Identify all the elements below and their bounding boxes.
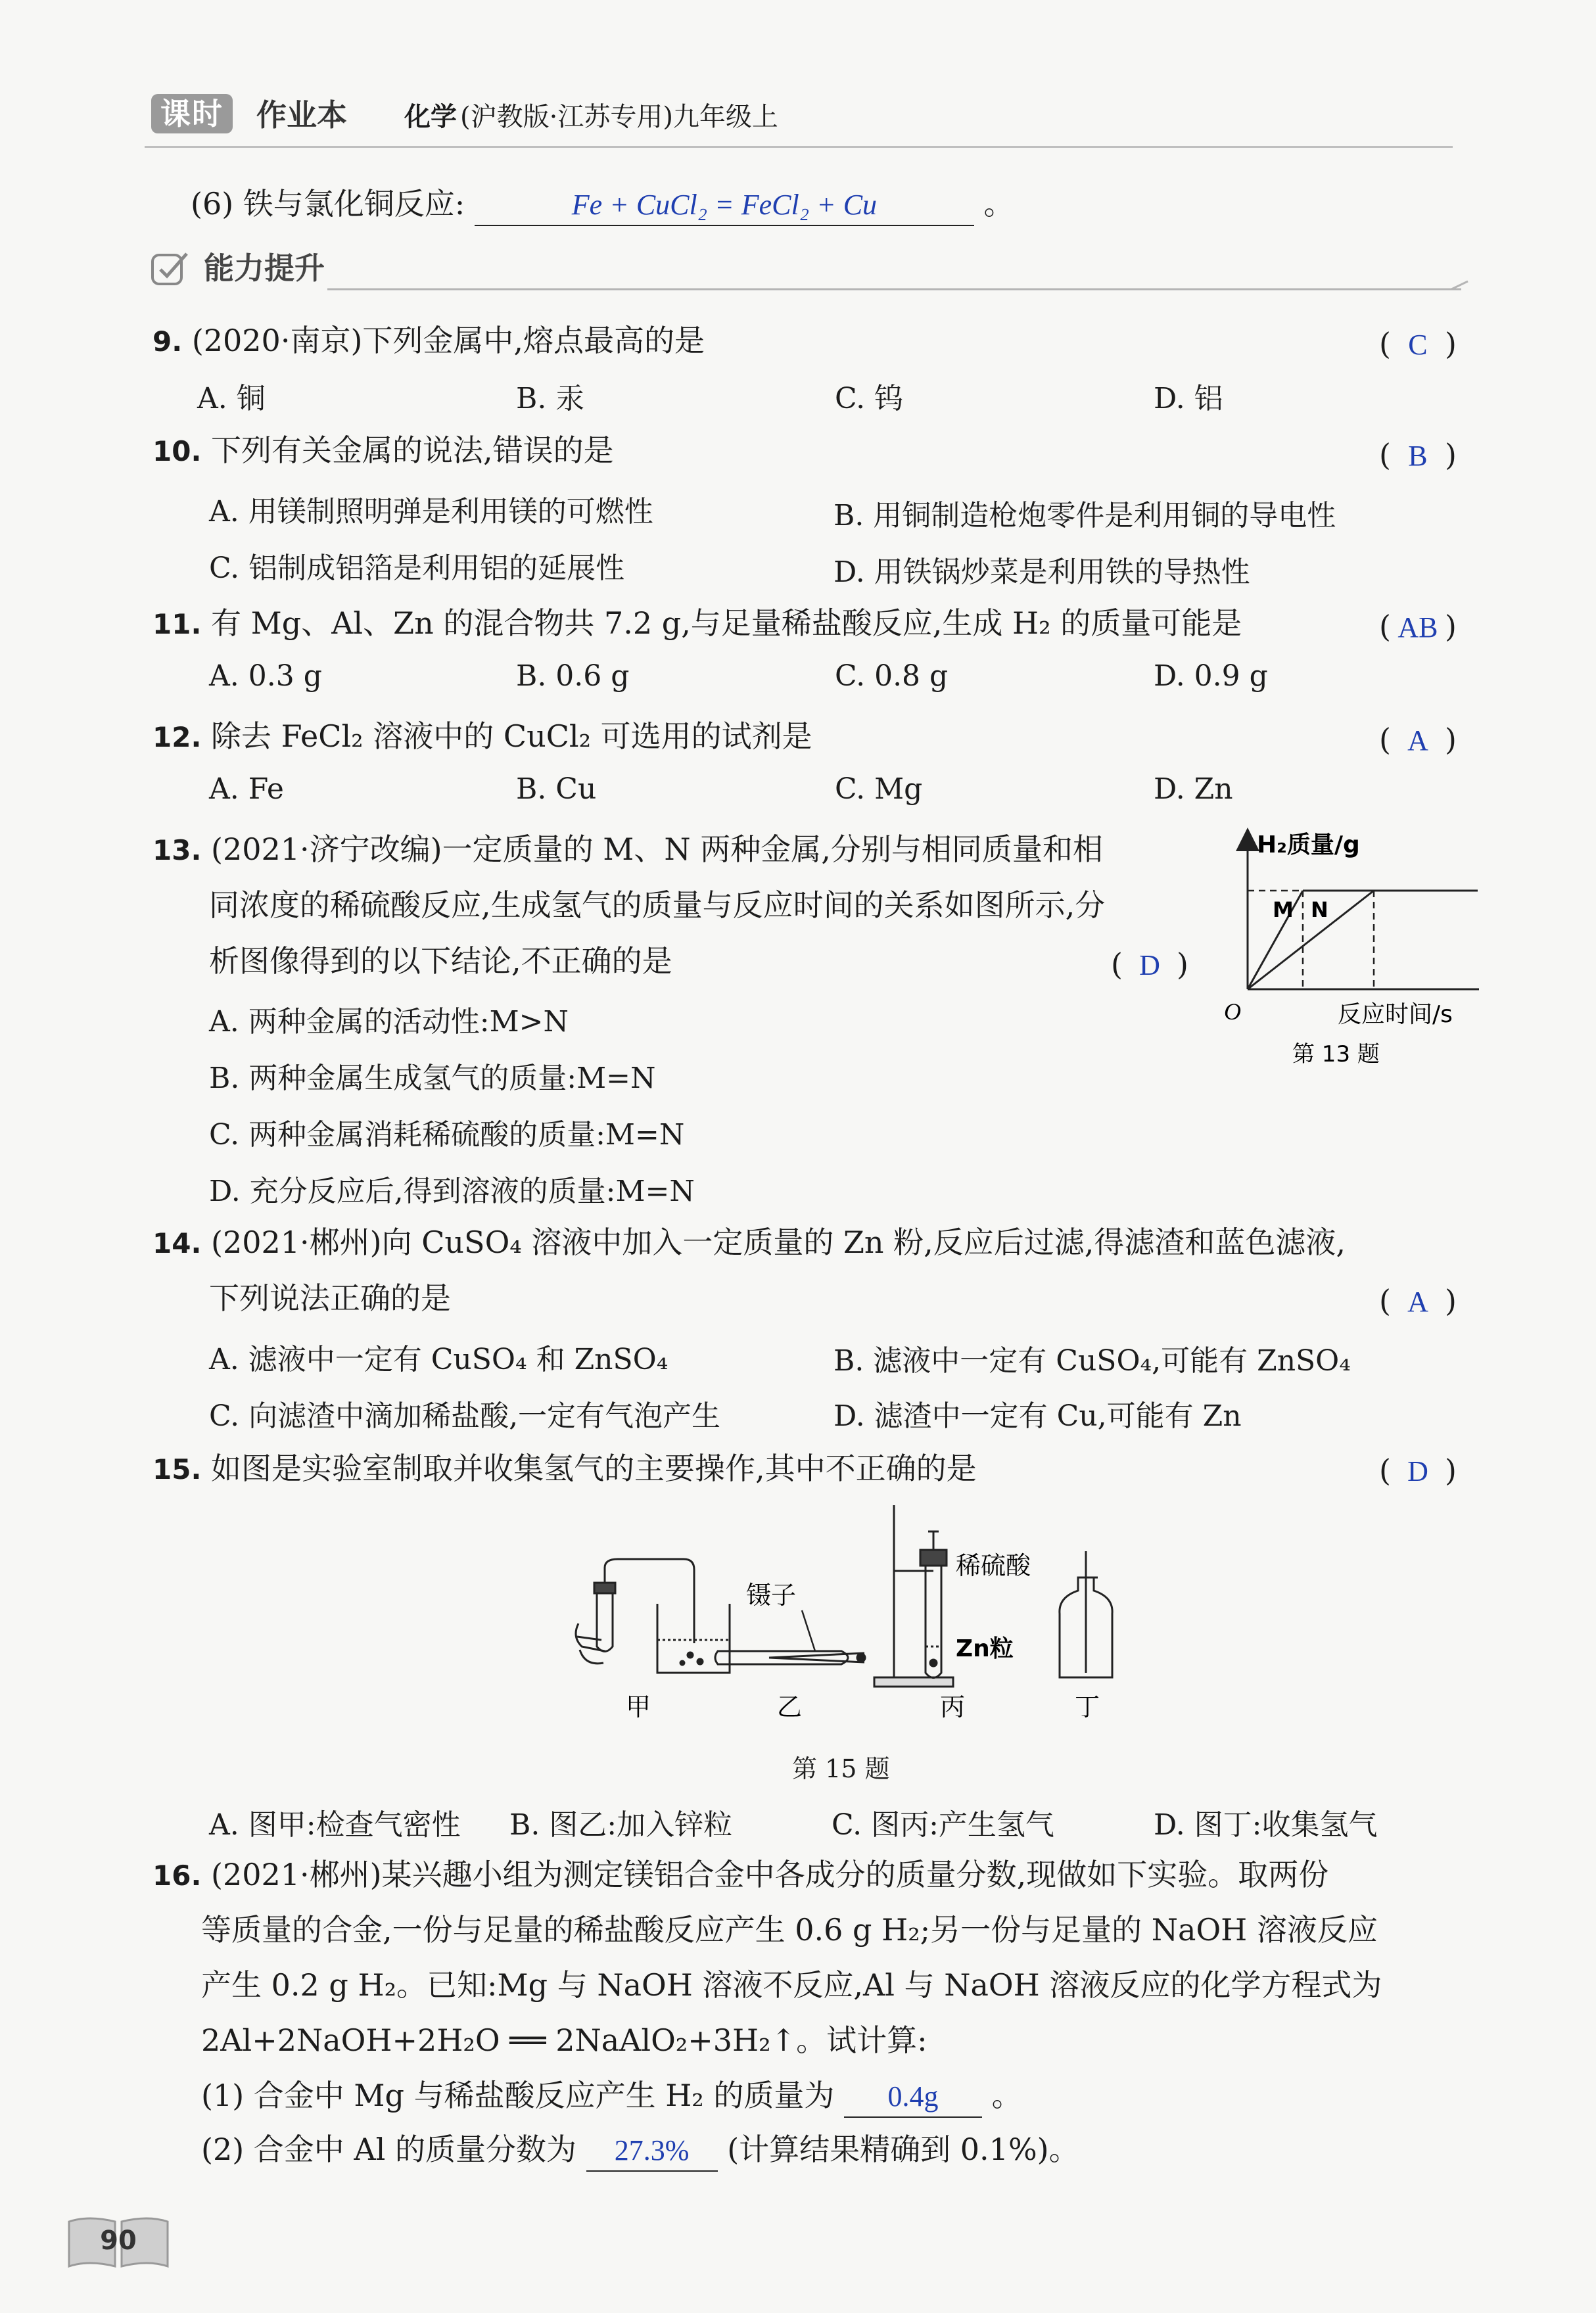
- q9-option-d: D. 铝: [1154, 382, 1223, 415]
- q12-answer-box: ( A ): [1379, 722, 1457, 757]
- q14-stem-line-1: [153, 1223, 1346, 1263]
- q11-stem-line: [153, 603, 1242, 644]
- q16-p2-end: (计算结果精确到 0.1%)。: [727, 2132, 1079, 2167]
- q13-option-b: B. 两种金属生成氢气的质量:M=N: [209, 1062, 656, 1095]
- q14-answer-box: ( A ): [1379, 1283, 1457, 1319]
- edition: (沪教版·江苏专用)九年级上: [460, 102, 778, 132]
- fig15-bing: [874, 1505, 953, 1687]
- logo: 课时: [151, 94, 233, 133]
- q14-stem-1: (2021·郴州)向 CuSO₄ 溶液中加入一定质量的 Zn 粉,反应后过滤,得滤渣和蓝色滤液,: [211, 1225, 1346, 1260]
- q13-option-c: C. 两种金属消耗稀硫酸的质量:M=N: [209, 1118, 685, 1152]
- q9-stem: (2020·南京)下列金属中,熔点最高的是: [191, 323, 705, 358]
- q12-answer: A: [1407, 724, 1428, 757]
- q14-option-d: D. 滤渣中一定有 Cu,可能有 Zn: [833, 1399, 1242, 1433]
- q14-number: 14.: [153, 1227, 202, 1259]
- q10-answer: B: [1408, 440, 1428, 472]
- fig15-acid-label: 稀硫酸: [956, 1551, 1031, 1580]
- header-rule: [145, 146, 1453, 148]
- q15-option-b: B. 图乙:加入锌粒: [509, 1808, 733, 1842]
- q11-answer: AB: [1397, 611, 1438, 643]
- fig13-x-label: 反应时间/s: [1338, 1001, 1453, 1028]
- q13-number: 13.: [153, 834, 202, 866]
- q15-option-d: D. 图丁:收集氢气: [1154, 1808, 1378, 1842]
- fig15-label-ding: 丁: [1075, 1693, 1100, 1721]
- q10-stem-line: [153, 431, 614, 471]
- q14-stem-2: 下列说法正确的是: [209, 1280, 451, 1316]
- fig13-origin: O: [1224, 998, 1241, 1025]
- fig13-m-label: M: [1273, 897, 1294, 922]
- fig15-ding: [1060, 1551, 1112, 1677]
- q16-p1-end: 。: [991, 2078, 1022, 2113]
- q15-number: 15.: [153, 1453, 202, 1485]
- q9-option-c: C. 钨: [835, 382, 904, 415]
- q12-stem: 除去 FeCl₂ 溶液中的 CuCl₂ 可选用的试剂是: [211, 718, 812, 754]
- q11-number: 11.: [153, 608, 202, 640]
- fig15-caption: 第 15 题: [792, 1754, 890, 1783]
- section-rule: [327, 280, 1471, 293]
- q13-option-d: D. 充分反应后,得到溶液的质量:M=N: [209, 1175, 695, 1208]
- q16-text-2: 等质量的合金,一份与足量的稀盐酸反应产生 0.6 g H₂;另一份与足量的 NaOH 溶液反应: [201, 1912, 1378, 1948]
- q16-part-2: [201, 2130, 1079, 2172]
- page-number-badge: [62, 2215, 174, 2274]
- fig15-label-yi: 乙: [777, 1693, 803, 1721]
- q13-stem-line-1: [153, 829, 1103, 870]
- section-title: 能力提升: [204, 250, 325, 286]
- fig13-caption: 第 13 题: [1292, 1041, 1380, 1067]
- q11-option-b: B. 0.6 g: [516, 659, 630, 693]
- q10-option-a: A. 用镁制照明弹是利用镁的可燃性: [209, 495, 653, 528]
- series-title: 作业本: [256, 97, 347, 133]
- q12-option-b: B. Cu: [516, 772, 597, 806]
- q9-answer: C: [1408, 329, 1428, 361]
- q16-text-1: (2021·郴州)某兴趣小组为测定镁铝合金中各成分的质量分数,现做如下实验。取两份: [211, 1857, 1329, 1892]
- q11-stem: 有 Mg、Al、Zn 的混合物共 7.2 g,与足量稀盐酸反应,生成 H₂ 的质量可能是: [211, 605, 1242, 641]
- q13-stem-2: 同浓度的稀硫酸反应,生成氢气的质量与反应时间的关系如图所示,分: [209, 887, 1106, 923]
- q9-option-b: B. 汞: [516, 382, 585, 415]
- q16-text-4: 2Al+2NaOH+2H₂O ══ 2NaAlO₂+3H₂↑。试计算:: [201, 2022, 927, 2058]
- fig15-jia: [576, 1559, 730, 1673]
- q10-answer-box: ( B ): [1379, 437, 1457, 473]
- q9-stem-line: [153, 321, 705, 362]
- q9-number: 9.: [153, 325, 183, 358]
- q16-number: 16.: [153, 1859, 202, 1892]
- q16-part-1: [201, 2076, 1022, 2118]
- q13-answer-box: ( D ): [1111, 946, 1188, 982]
- checkbox-icon: [150, 250, 192, 289]
- q15-stem: 如图是实验室制取并收集氢气的主要操作,其中不正确的是: [211, 1451, 977, 1486]
- q14-option-b: B. 滤液中一定有 CuSO₄,可能有 ZnSO₄: [833, 1344, 1351, 1378]
- q16-p2-label: (2) 合金中 Al 的质量分数为: [201, 2132, 576, 2167]
- q16-p1-label: (1) 合金中 Mg 与稀盐酸反应产生 H₂ 的质量为: [201, 2078, 835, 2113]
- fig15-label-bing: 丙: [940, 1693, 966, 1721]
- q10-option-c: C. 铝制成铝箔是利用铝的延展性: [209, 551, 625, 585]
- fig13-y-label: H₂质量/g: [1257, 831, 1360, 858]
- q12-stem-line: [153, 716, 812, 757]
- q12-option-d: D. Zn: [1154, 772, 1233, 806]
- fig15-yi: [715, 1651, 865, 1664]
- q10-number: 10.: [153, 435, 202, 467]
- q10-option-d: D. 用铁锅炒菜是利用铁的导热性: [833, 555, 1250, 589]
- q16-p2-answer: 27.3%: [586, 2131, 718, 2172]
- q14-answer: A: [1407, 1286, 1428, 1318]
- q15-answer-box: ( D ): [1379, 1453, 1457, 1488]
- q11-option-d: D. 0.9 g: [1154, 659, 1268, 693]
- q6-answer: Fe + CuCl₂ = FeCl₂ + Cu: [475, 185, 974, 226]
- q14-option-a: A. 滤液中一定有 CuSO₄ 和 ZnSO₄: [209, 1343, 669, 1376]
- q11-answer-box: ( AB ): [1379, 609, 1457, 644]
- fig13-n-label: N: [1311, 897, 1328, 922]
- q11-option-c: C. 0.8 g: [835, 659, 949, 693]
- subject: 化学: [404, 102, 457, 132]
- fig15-tweezers-label: 镊子: [746, 1581, 797, 1610]
- page-number: 90: [100, 2226, 137, 2256]
- q14-option-c: C. 向滤渣中滴加稀盐酸,一定有气泡产生: [209, 1399, 721, 1433]
- q10-stem: 下列有关金属的说法,错误的是: [211, 432, 614, 468]
- fig13-graph: [1209, 825, 1492, 1088]
- q13-option-a: A. 两种金属的活动性:M>N: [209, 1005, 569, 1039]
- q15-answer: D: [1407, 1455, 1428, 1487]
- q6-label: (6) 铁与氯化铜反应:: [191, 186, 465, 222]
- q12-option-c: C. Mg: [835, 772, 923, 806]
- q6-end: 。: [983, 186, 1014, 222]
- fig15-apparatus: [565, 1505, 1131, 1742]
- q15-stem-line: [153, 1449, 977, 1489]
- q16-text-3: 产生 0.2 g H₂。已知:Mg 与 NaOH 溶液不反应,Al 与 NaOH 溶液反应的化学方程式为: [201, 1967, 1382, 2003]
- q15-option-a: A. 图甲:检查气密性: [209, 1808, 461, 1842]
- q10-option-b: B. 用铜制造枪炮零件是利用铜的导电性: [833, 499, 1336, 532]
- fig15-zn-label: Zn粒: [956, 1635, 1014, 1662]
- fig15-tweezers-pointer: [802, 1610, 815, 1651]
- header: [145, 89, 1459, 141]
- q9-answer-box: ( C ): [1379, 326, 1457, 362]
- q13-stem-3: 析图像得到的以下结论,不正确的是: [209, 943, 672, 979]
- q12-option-a: A. Fe: [209, 772, 284, 806]
- q15-option-c: C. 图丙:产生氢气: [832, 1808, 1054, 1842]
- q6-line: [191, 184, 1014, 226]
- q13-answer: D: [1139, 949, 1160, 981]
- q9-option-a: A. 铜: [197, 382, 266, 415]
- q16-line-1: [153, 1855, 1328, 1896]
- fig15-label-jia: 甲: [626, 1693, 651, 1721]
- q11-option-a: A. 0.3 g: [209, 659, 322, 693]
- section-header: [150, 243, 1471, 296]
- q13-stem-1: (2021·济宁改编)一定质量的 M、N 两种金属,分别与相同质量和相: [211, 831, 1103, 867]
- q12-number: 12.: [153, 721, 202, 753]
- q16-p1-answer: 0.4g: [844, 2077, 982, 2118]
